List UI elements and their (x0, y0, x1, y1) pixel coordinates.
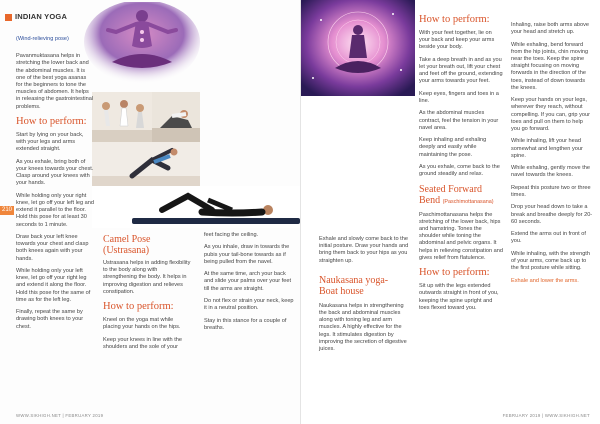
paragraph: While exhaling, gently move the navel towards the knees. (511, 165, 590, 179)
meditation-illustration (82, 2, 202, 88)
paragraph: Keep your knees in line with the shoulders and the sole of your (103, 336, 182, 350)
paragraph: Do not flex or strain your neck, keep it in a neutral position. (204, 297, 294, 312)
paragraph: As you inhale, draw in towards the pubis your tail-bone towards as if being pulled from the navel. (204, 244, 290, 265)
paragraph: Take a deep breath in and as you let your breath out, lift your chest and feet off the ground, extending your arms towards your feet. (419, 56, 503, 85)
intro-paragraph: Ustrasana helps in adding flexibility to the body along with strengthening the body. It helps in improving digestion and relieves constipation. (103, 260, 191, 295)
paragraph: While holding only your left knee, let go off your right leg and extend it along the floor. Hold this pose for the same of time as for the left leg. (16, 268, 91, 303)
paragraph: feet facing the ceiling. (204, 232, 259, 238)
intro-paragraph: Naukasana helps in strengthening the back and abdominal muscles along with toning leg and arm muscles. A highly effective for the legs. It stimulates digestion by improving the secretion of digestive juices. (319, 302, 407, 353)
page-number: 210 (1, 207, 12, 213)
paragraph: While inhaling, with the strength of your arms, come back up to the first posture while sitting. (511, 250, 590, 272)
pose-title (419, 184, 503, 208)
paragraph: At the same time, arch your back and slide your palms over your feet till the arms are straight. (204, 271, 292, 292)
closing-line: Exhale and lower the arms. (511, 277, 579, 284)
paragraph: Draw back your left knee towards your chest and clasp both knees again with your hands. (16, 234, 89, 262)
paragraph: As you exhale, come back to the ground steadily and relax. (419, 163, 500, 178)
boat-pose-photo (92, 142, 200, 186)
pose-title: Camel Pose (Ustrasana) (103, 234, 151, 256)
paragraph: Sit up with the legs extended outwards straight in front of you, keeping the spine upright and toes flexed toward you. (419, 283, 499, 311)
paragraph: Extend the arms out in front of you. (511, 231, 586, 245)
how-to-heading: How to perform: (103, 301, 174, 313)
footer: WWW.SIKHIGH.NET | FEBRUARY 2019 (16, 413, 104, 418)
paragraph: With your feet together, lie on your back and keep your arms beside your body. (419, 30, 495, 51)
how-to-heading: How to perform: (16, 116, 87, 128)
pose-title-text: Seated Forward Bend (419, 183, 483, 206)
paragraph: While exhaling, bend forward from the hip joints, chin moving near the toes. Keep the spine straight focusing on moving forwards in the direction of the toes, instead of down towards the knees. (511, 41, 589, 91)
paragraph: Start by lying on your back, with your legs and arms extended straight. (16, 132, 84, 153)
paragraph: Exhale and slowly come back to the initial posture. Draw your hands and bring them back to your hips as you straighten up. (319, 236, 409, 264)
intro-paragraph: Pavanmuktasana helps in stretching the lower back and the abdominal muscles. It is one of the best yoga asanas for the beginners to tone the muscles of abdomen. It helps in releasing the gastrointestinal problems. (16, 53, 94, 110)
right-page (300, 0, 600, 424)
right-column-1 (319, 236, 409, 358)
paragraph: Keep inhaling and exhaling deeply and easily while maintaining the pose. (419, 137, 487, 158)
pose-subtitle: (Paschimottanasana) (442, 198, 494, 205)
paragraph: While holding only your right knee, let go off your left leg and extend it parallel to the floor. Hold this pose for at least 30 seconds to 1 minute. (16, 192, 94, 228)
left-column-3 (204, 232, 294, 337)
paragraph: Keep your hands on your legs, wherever they reach, without compelling. If you can, grip your toes and pull on them to help you go forward. (511, 97, 590, 133)
intro-paragraph: Paschimottanasana helps the stretching of the lower back, hips and hamstring. Tones the shoulder while toning the abdominal and pelvic organs. It helps in relieving constipation and gives relief from flatulence. (419, 211, 503, 261)
paragraph: While inhaling, lift your head somewhat and lengthen your spine. (511, 138, 583, 159)
cosmic-meditation-image (301, 0, 415, 96)
section-marker (5, 14, 12, 21)
left-column-2 (103, 234, 191, 356)
right-column-2 (419, 14, 503, 317)
paragraph: Drop your head down to take a break and breathe deeply for 20-60 seconds. (511, 204, 593, 225)
paragraph: As the abdominal muscles contract, feel the tension in your navel area. (419, 110, 499, 131)
paragraph: Stay in this stance for a couple of breaths. (204, 317, 287, 331)
wind-relieving-pose-photo (92, 186, 300, 228)
left-column-1 (16, 36, 94, 336)
paragraph: Finally, repeat the same by drawing both knees to your chest. (16, 309, 84, 330)
footer: FEBRUARY 2019 | WWW.SIKHIGH.NET (502, 413, 590, 418)
paragraph: As you exhale, bring both of your knees towards your chest. Clasp around your knees with your hands. (16, 158, 94, 187)
pose-title: Naukasana yoga- Boat house (319, 274, 389, 297)
paragraph: Inhaling, raise both arms above your head and stretch up. (511, 22, 590, 36)
paragraph: Kneel on the yoga mat while placing your hands on the hips. (103, 317, 181, 331)
section-title: INDIAN YOGA (15, 12, 68, 21)
paragraph: Keep eyes, fingers and toes in a line. (419, 90, 499, 104)
how-to-heading: How to perform: (419, 14, 490, 25)
paragraph: Repeat this posture two or three times. (511, 184, 591, 198)
seated-forward-bend-photo (152, 92, 200, 142)
group-pose-photo (92, 92, 152, 142)
right-column-3 (511, 22, 593, 290)
how-to-heading: How to perform: (419, 267, 490, 279)
pose-note: (Wind-relieving pose) (16, 36, 69, 42)
